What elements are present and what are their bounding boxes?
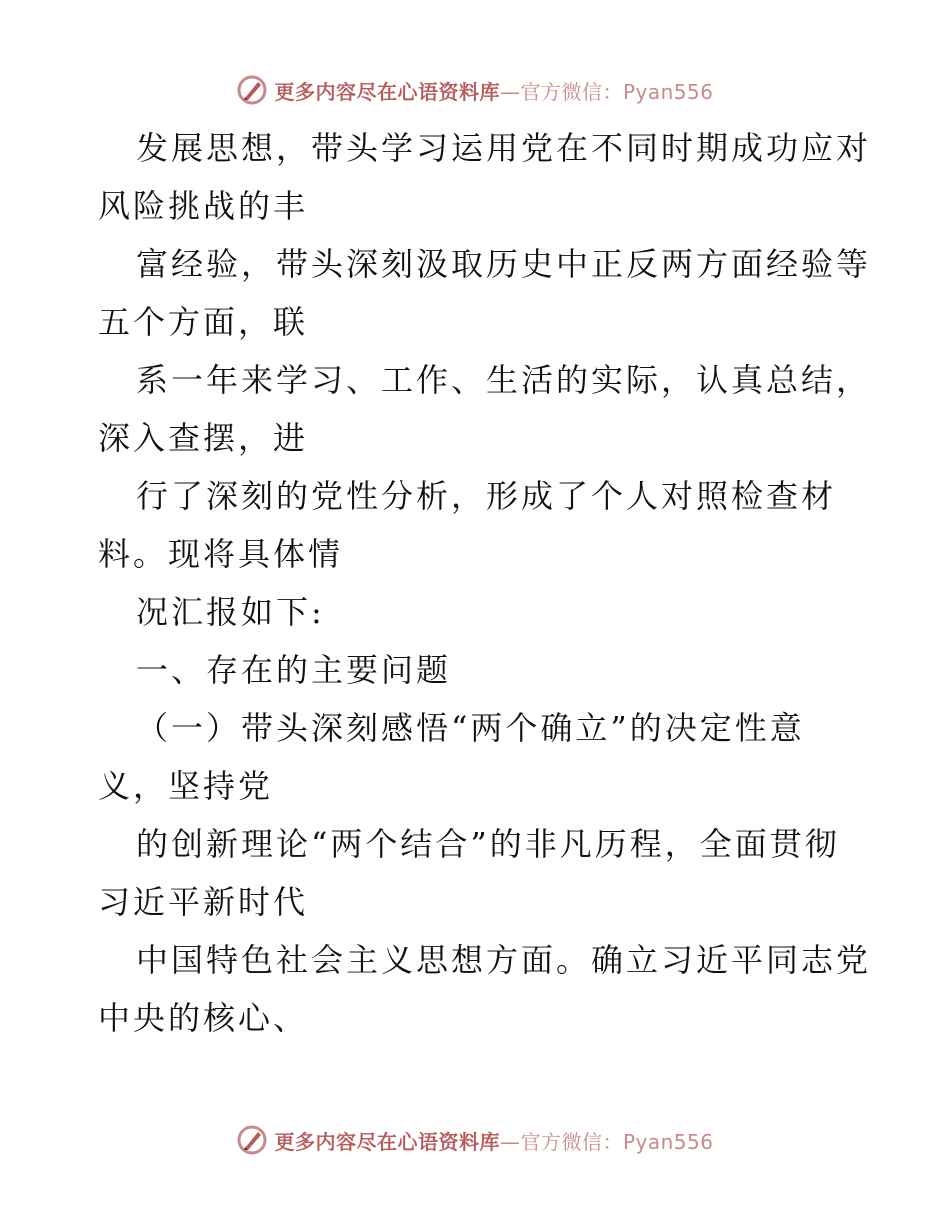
paragraph-line: 深入查摆，进: [98, 419, 309, 457]
paragraph-line: 系一年来学习、工作、生活的实际，认真总结，: [136, 361, 872, 399]
subsection-heading: （一）带头深刻感悟“两个确立”的决定性意: [136, 709, 805, 747]
paragraph-line: 五个方面，联: [98, 303, 309, 341]
watermark-text: 更多内容尽在心语资料库—官方微信：Pyan556: [274, 1129, 714, 1154]
paragraph-line: 的创新理论“两个结合”的非凡历程，全面贯彻: [136, 825, 840, 863]
paragraph-line: 中央的核心、: [98, 999, 309, 1037]
paragraph-line: 义，坚持党: [98, 767, 274, 805]
paragraph-line: 风险挑战的丰: [98, 187, 309, 225]
paragraph-line: 中国特色社会主义思想方面。确立习近平同志党: [136, 941, 872, 979]
section-heading: 一、存在的主要问题: [136, 651, 452, 689]
paragraph-line: 行了深刻的党性分析，形成了个人对照检查材: [136, 477, 837, 515]
footer-watermark-banner: [0, 1120, 950, 1160]
paragraph-line: 料。现将具体情: [98, 535, 344, 573]
paragraph-line: 发展思想，带头学习运用党在不同时期成功应对: [136, 129, 872, 167]
paragraph-line: 况汇报如下:: [136, 593, 325, 631]
paragraph-line: 富经验，带头深刻汲取历史中正反两方面经验等: [136, 245, 872, 283]
header-watermark-banner: [0, 70, 950, 110]
quill-pen-icon: [236, 1124, 268, 1156]
quill-pen-icon: [236, 74, 268, 106]
watermark-text: 更多内容尽在心语资料库—官方微信：Pyan556: [274, 79, 714, 104]
paragraph-line: 习近平新时代: [98, 883, 309, 921]
